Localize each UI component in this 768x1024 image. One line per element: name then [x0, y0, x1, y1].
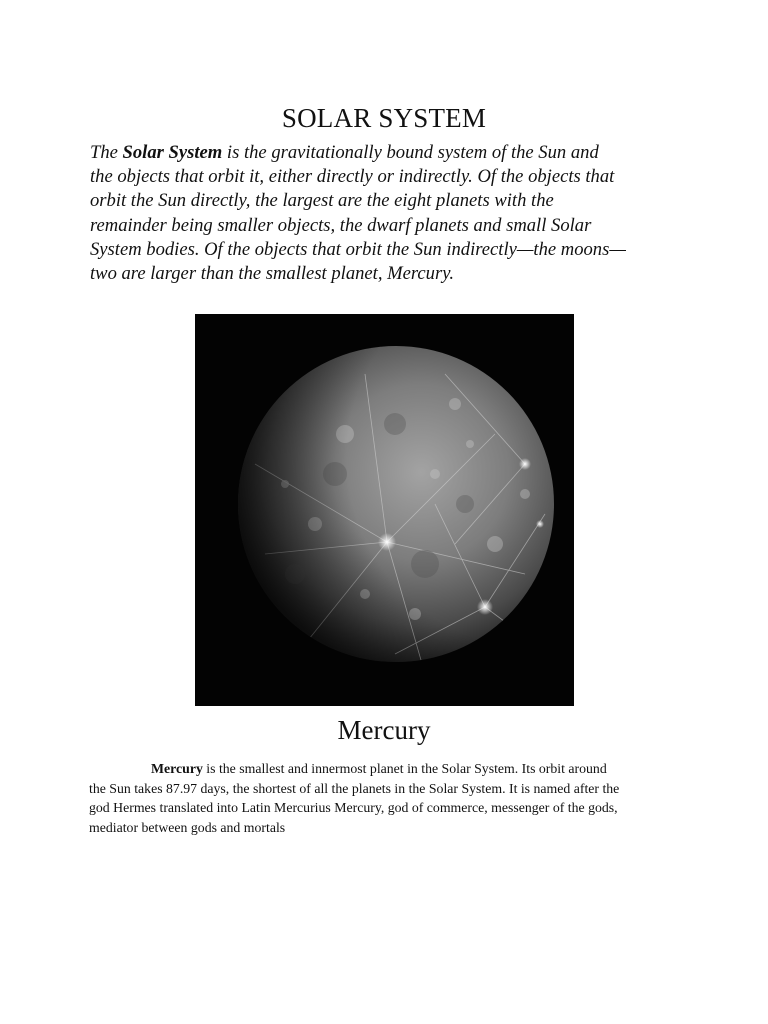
page-title: SOLAR SYSTEM — [281, 103, 487, 133]
figure-caption: Mercury — [337, 715, 431, 745]
mercury-planet-image — [195, 314, 574, 706]
desc-line-1 — [89, 759, 689, 779]
intro-line-1 — [90, 141, 690, 165]
intro-suffix: is the gravitationally bound system of the Sun and — [222, 142, 599, 163]
intro-line-3: orbit the Sun directly, the largest are the eight planets with the — [90, 190, 554, 212]
mercury-photo — [195, 314, 574, 706]
desc-line-4: mediator between gods and mortals — [89, 819, 286, 835]
intro-line-6: two are larger than the smallest planet, Mercury. — [90, 263, 455, 285]
intro-paragraph — [90, 141, 690, 286]
desc-line-3: god Hermes translated into Latin Mercurius Mercury, god of commerce, messenger of the gods, — [89, 800, 618, 816]
solar-system-term: Solar System — [122, 142, 223, 163]
intro-prefix: The — [90, 142, 123, 163]
desc-line-1-rest: is the smallest and innermost planet in the Solar System. Its orbit around — [202, 761, 607, 776]
intro-line-4: remainder being smaller objects, the dwarf planets and small Solar — [90, 214, 592, 236]
intro-line-5: System bodies. Of the objects that orbit the Sun indirectly—the moons— — [90, 238, 626, 260]
desc-line-2: the Sun takes 87.97 days, the shortest of all the planets in the Solar System. It is named after the — [89, 780, 620, 796]
mercury-description — [89, 759, 689, 837]
intro-line-2: the objects that orbit it, either directly or indirectly. Of the objects that — [90, 166, 615, 188]
mercury-term: Mercury — [151, 761, 203, 776]
